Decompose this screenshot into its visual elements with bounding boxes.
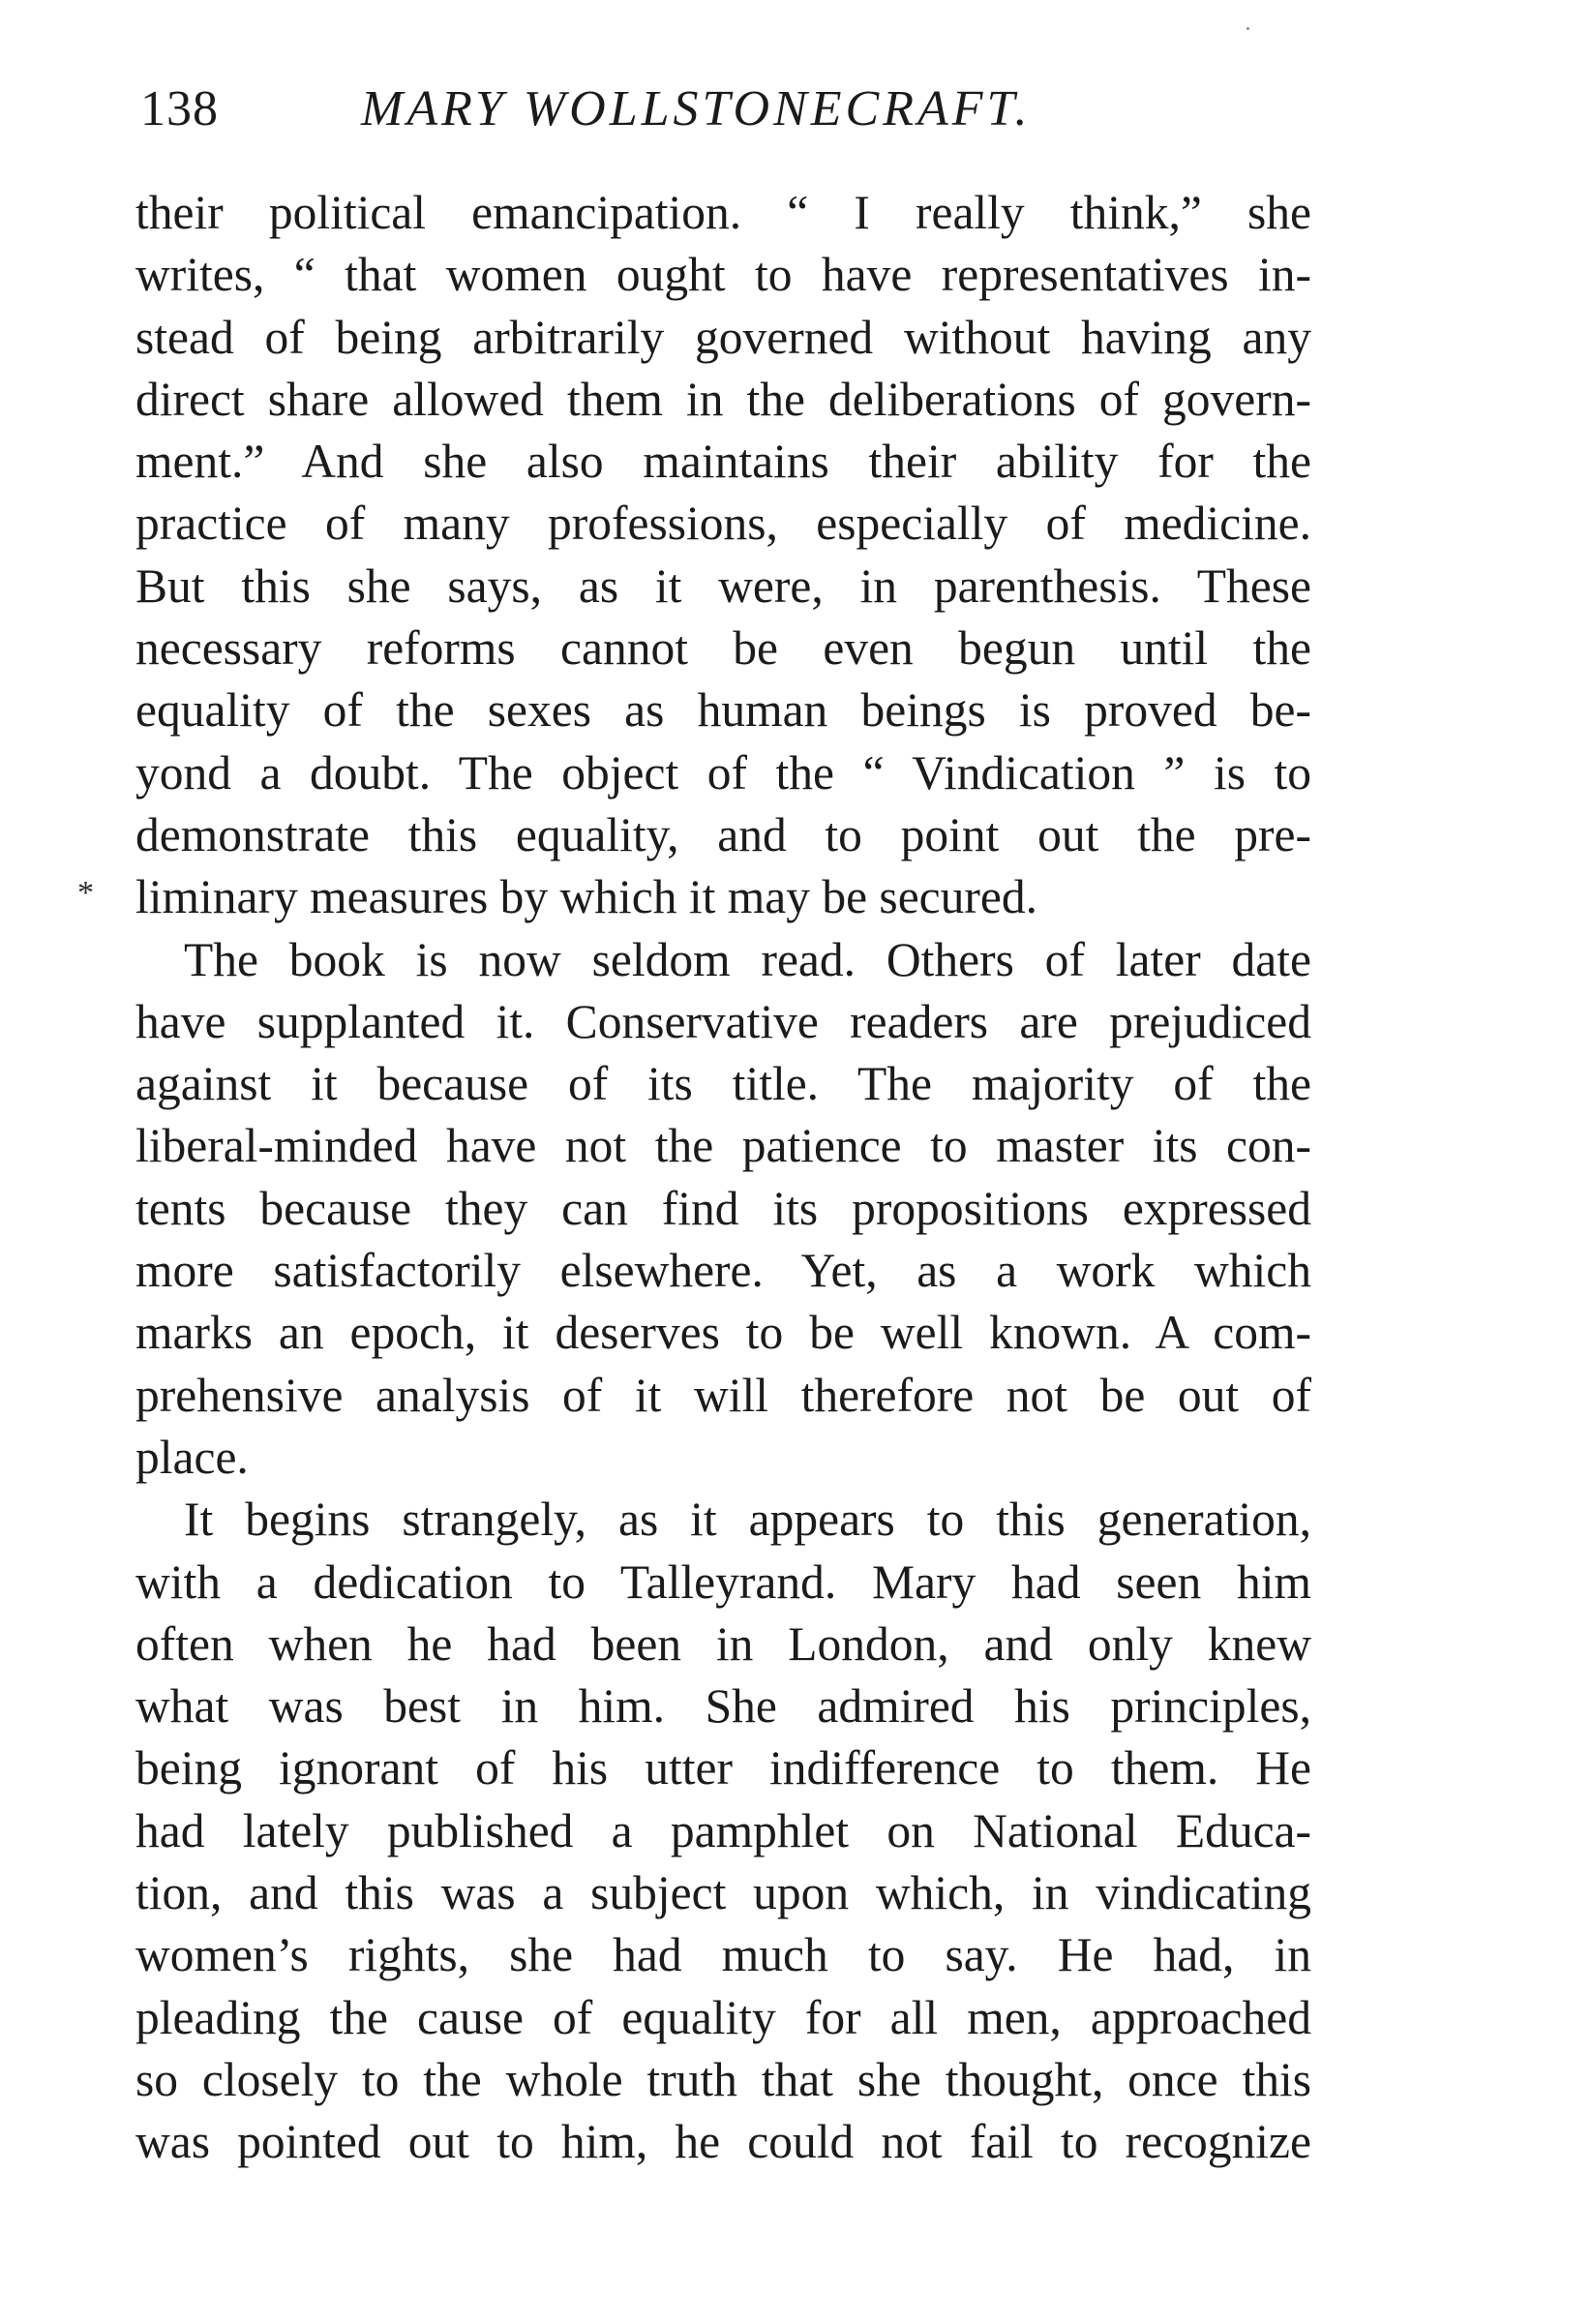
margin-mark: * bbox=[77, 875, 94, 911]
text-line: stead of being arbitrarily governed without having any bbox=[135, 310, 1311, 364]
text-line: women’s rights, she had much to say. He had, in bbox=[135, 1928, 1311, 1982]
text-line: tents because they can find its propositions expressed bbox=[135, 1181, 1311, 1235]
text-line: against it because of its title. The majority of the bbox=[135, 1057, 1311, 1111]
text-line: necessary reforms cannot be even begun until the bbox=[135, 621, 1311, 676]
text-line: was pointed out to him, he could not fail to recognize bbox=[135, 2115, 1311, 2169]
text-line: practice of many professions, especially of medicine. bbox=[135, 497, 1311, 551]
running-title: MARY WOLLSTONECRAFT. bbox=[361, 81, 1032, 136]
text-line: tion, and this was a subject upon which, in vindicating bbox=[135, 1866, 1311, 1920]
text-line: pleading the cause of equality for all men, approached bbox=[135, 1990, 1311, 2044]
text-line: often when he had been in London, and only knew bbox=[135, 1616, 1311, 1671]
page-number: 138 bbox=[140, 81, 219, 136]
paper-speck bbox=[1247, 27, 1249, 30]
text-line: have supplanted it. Conservative readers are prejudiced bbox=[135, 994, 1311, 1048]
text-line: writes, “ that women ought to have representatives in- bbox=[135, 248, 1311, 302]
text-line: place. bbox=[135, 1430, 249, 1484]
text-line: so closely to the whole truth that she thought, once this bbox=[135, 2052, 1311, 2106]
running-head bbox=[140, 75, 1302, 143]
text-line: with a dedication to Talleyrand. Mary had seen him bbox=[135, 1554, 1311, 1609]
text-line: liminary measures by which it may be secured. bbox=[135, 870, 1037, 924]
text-line: But this she says, as it were, in parenthesis. These bbox=[135, 558, 1311, 613]
text-line: direct share allowed them in the deliberations of govern- bbox=[135, 372, 1311, 426]
text-line: more satisfactorily elsewhere. Yet, as a work which bbox=[135, 1244, 1311, 1298]
text-line: their political emancipation. “ I really think,” she bbox=[135, 186, 1311, 239]
text-line: liberal-minded have not the patience to master its con- bbox=[135, 1119, 1311, 1173]
text-line: demonstrate this equality, and to point out the pre- bbox=[135, 807, 1311, 861]
text-line: prehensive analysis of it will therefore not be out of bbox=[135, 1368, 1311, 1422]
text-line: yond a doubt. The object of the “ Vindication ” is to bbox=[135, 745, 1311, 800]
body-text bbox=[135, 182, 1311, 2174]
text-line: It begins strangely, as it appears to this generation, bbox=[184, 1493, 1311, 1547]
text-line: ment.” And she also maintains their ability for the bbox=[135, 435, 1311, 489]
text-line: marks an epoch, it deserves to be well known. A com- bbox=[135, 1306, 1311, 1360]
text-line: what was best in him. She admired his principles, bbox=[135, 1679, 1311, 1734]
text-line: equality of the sexes as human beings is proved be- bbox=[135, 683, 1311, 738]
text-line: The book is now seldom read. Others of later date bbox=[184, 932, 1311, 986]
text-line: had lately published a pamphlet on National Educa- bbox=[135, 1803, 1311, 1857]
text-line: being ignorant of his utter indifference to them. He bbox=[135, 1741, 1311, 1796]
